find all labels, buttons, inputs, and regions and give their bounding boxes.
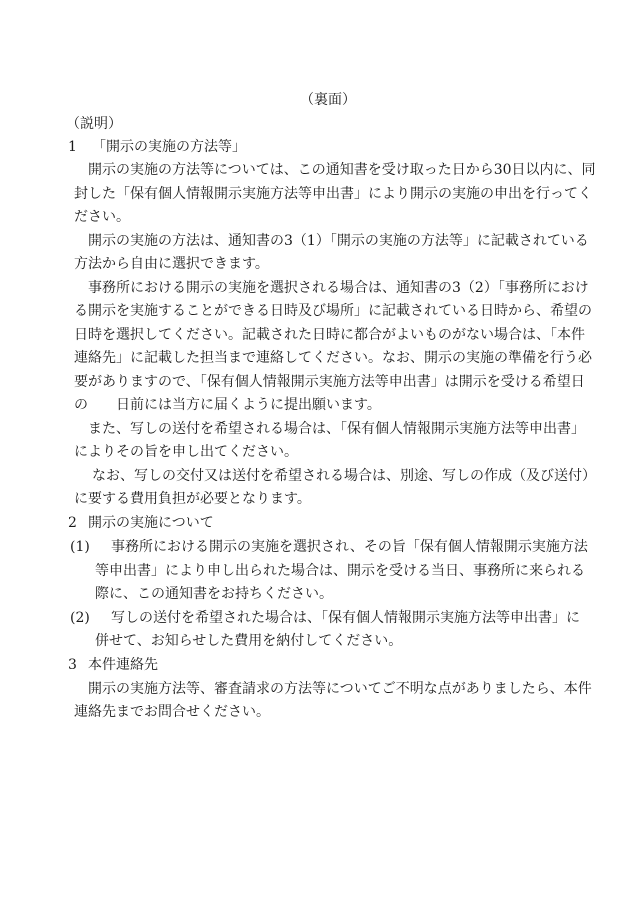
item-1-line: 等申出書」により申し出られた場合は、開示を受ける当日、事務所に来られる — [95, 563, 585, 579]
section-1-line: 開示の実施の方法は、通知書の3（1）「開示の実施の方法等」に記載されている — [88, 233, 589, 249]
section-3-title: 本件連絡先 — [88, 657, 158, 673]
section-1-line: なお、写しの交付又は送付を希望される場合は、別途、写しの作成（及び送付） — [92, 468, 596, 484]
section-1-line: 日時を選択してください。記載された日時に都合がよいものがない場合は、「本件 — [74, 327, 585, 343]
section-1-line: 封した「保有個人情報開示実施方法等申出書」により開示の実施の申出を行ってく — [74, 186, 592, 202]
section-1-line: 方法から自由に選択できます。 — [74, 256, 269, 272]
section-2-number: 2 — [68, 515, 77, 531]
section-1-line: によりその旨を申し出てください。 — [74, 444, 298, 460]
section-1-line: に要する費用負担が必要となります。 — [74, 491, 311, 507]
section-1-line: 連絡先」に記載した担当まで連絡してください。なお、開示の実施の準備を行う必 — [74, 350, 592, 366]
subtitle: （説明） — [66, 116, 122, 132]
section-1-number: 1 — [68, 139, 77, 155]
section-3-number: 3 — [68, 657, 77, 673]
item-1-line: 事務所における開示の実施を選択され、その旨「保有個人情報開示実施方法 — [111, 539, 588, 555]
section-3-line: 開示の実施方法等、審査請求の方法等についてご不明な点がありましたら、本件 — [88, 681, 592, 697]
section-1-line: 事務所における開示の実施を選択される場合は、通知書の3（2）「事務所におけ — [88, 280, 589, 296]
item-1-line: 際に、この通知書をお持ちください。 — [95, 586, 333, 602]
heading: （裏面） — [300, 92, 356, 108]
item-1-number: (1) — [70, 539, 90, 555]
section-1-title: 「開示の実施の方法等」 — [92, 139, 246, 155]
section-1-line: ださい。 — [74, 209, 130, 225]
section-1-line: 要がありますので、「保有個人情報開示実施方法等申出書」は開示を受ける希望日 — [74, 374, 585, 390]
section-1-line: の 日前には当方に届くように提出願います。 — [74, 397, 381, 413]
section-1-line: 開示の実施の方法等については、この通知書を受け取った日から30日以内に、同 — [88, 162, 596, 178]
item-2-line: 写しの送付を希望された場合は、「保有個人情報開示実施方法等申出書」に — [111, 610, 580, 626]
item-2-line: 併せて、お知らせした費用を納付してください。 — [95, 633, 403, 649]
section-1-line: る開示を実施することができる日時及び場所」に記載されている日時から、希望の — [74, 303, 592, 319]
section-1-line: また、写しの送付を希望される場合は、「保有個人情報開示実施方法等申出書」 — [88, 421, 585, 437]
section-2-title: 開示の実施について — [88, 515, 214, 531]
item-2-number: (2) — [70, 610, 90, 626]
section-3-line: 連絡先までお問合せください。 — [74, 704, 270, 720]
